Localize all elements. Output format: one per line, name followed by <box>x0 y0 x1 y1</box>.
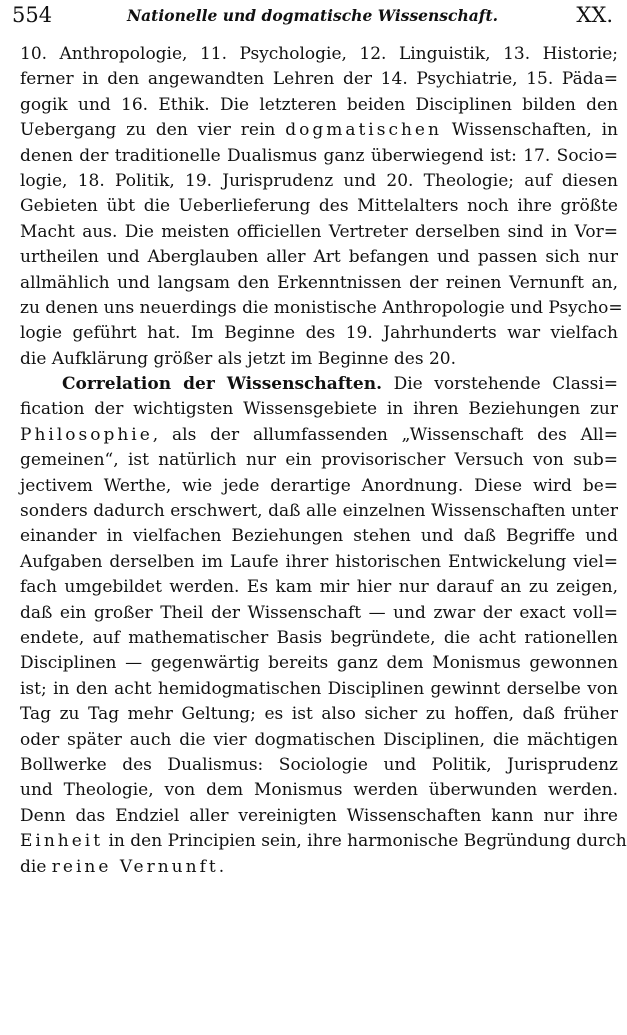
text-line <box>20 67 618 92</box>
text-run: fication der wichtigsten Wissensgebiete in ihren Beziehungen zur <box>20 399 618 420</box>
text-run: allmählich und langsam den Erkenntnissen der reinen Vernunft an, <box>20 272 618 293</box>
text-line <box>20 372 618 397</box>
text-line <box>20 778 618 803</box>
emphasis-text: dogmatischen <box>285 120 442 141</box>
text-run: 10. Anthropologie, 11. Psychologie, 12. Linguistik, 13. Historie; <box>20 44 618 64</box>
text-run: gemeinen“, ist natürlich nur ein provisorischer Versuch von sub= <box>20 450 618 471</box>
text-run: fach umgebildet werden. Es kam mir hier nur darauf an zu zeigen, <box>20 577 618 598</box>
text-run: Aufgaben derselben im Laufe ihrer historischen Entwickelung viel= <box>20 551 618 572</box>
page-number: 554 <box>12 3 53 27</box>
text-line <box>20 524 618 549</box>
text-line <box>20 677 618 702</box>
text-line <box>20 804 618 829</box>
paragraph-2 <box>20 372 627 880</box>
text-run: zu denen uns neuerdings die monistische Anthropologie und Psycho= <box>20 297 623 318</box>
text-line <box>20 93 618 118</box>
text-run: ferner in den angewandten Lehren der 14. Psychiatrie, 15. Päda= <box>20 69 618 90</box>
text-line <box>20 118 618 143</box>
text-line <box>20 220 618 245</box>
text-line <box>20 194 618 219</box>
text-line <box>20 42 618 67</box>
emphasis-text: Philosophie <box>20 424 153 445</box>
text-line <box>20 144 618 169</box>
text-run: die Aufklärung größer als jetzt im Beginne des 20. <box>20 348 457 369</box>
text-line <box>20 728 618 753</box>
text-run: Disciplinen — gegenwärtig bereits ganz dem Monismus gewonnen <box>20 653 618 674</box>
section-number: XX. <box>576 3 613 27</box>
text-run: gogik und 16. Ethik. Die letzteren beiden Disciplinen bilden den <box>20 94 618 115</box>
text-line <box>20 321 618 346</box>
text-run: einander in vielfachen Beziehungen stehen und daß Begriffe und <box>20 526 618 547</box>
text-run: logie geführt hat. Im Beginne des 19. Jahrhunderts war vielfach <box>20 323 618 344</box>
text-line <box>20 651 618 676</box>
text-line <box>20 474 618 499</box>
text-line <box>20 448 618 473</box>
text-run: Die vorstehende Classi= <box>382 374 619 395</box>
text-line <box>20 829 627 854</box>
page-header <box>12 2 613 28</box>
text-line <box>20 753 618 778</box>
text-line <box>20 296 623 321</box>
text-line <box>20 423 618 448</box>
text-run: , als der allumfassenden „Wissenschaft des All= <box>152 424 618 445</box>
text-run: denen der traditionelle Dualismus ganz überwiegend ist: 17. Socio= <box>20 145 618 166</box>
text-line <box>20 550 618 575</box>
text-line <box>20 271 618 296</box>
text-run: oder später auch die vier dogmatischen Disciplinen, die mächtigen <box>20 729 618 750</box>
text-line <box>20 626 618 651</box>
text-line <box>20 397 618 422</box>
text-run: sonders dadurch erschwert, daß alle einzelnen Wissenschaften unter <box>20 501 618 522</box>
text-run: Denn das Endziel aller vereinigten Wissenschaften kann nur ihre <box>20 805 618 826</box>
text-run: . <box>218 856 225 877</box>
text-line <box>20 347 618 372</box>
text-run: daß ein großer Theil der Wissenschaft — und zwar der exact voll= <box>20 602 618 623</box>
text-line <box>20 575 618 600</box>
text-line <box>20 601 618 626</box>
running-title: Nationelle und dogmatische Wissenschaft. <box>126 6 499 25</box>
text-run: ist; in den acht hemidogmatischen Disciplinen gewinnt derselbe von <box>20 678 618 699</box>
text-line <box>20 855 618 880</box>
text-line <box>20 702 618 727</box>
text-run: Gebieten übt die Ueberlieferung des Mittelalters noch ihre größte <box>20 196 618 217</box>
text-run: die <box>20 856 52 877</box>
emphasis-text: Einheit <box>20 831 104 852</box>
text-run: Tag zu Tag mehr Geltung; es ist also sicher zu hoffen, daß früher <box>20 704 618 725</box>
text-run: Macht aus. Die meisten officiellen Vertreter derselben sind in Vor= <box>20 221 618 242</box>
body-text <box>20 42 627 880</box>
text-run: Bollwerke des Dualismus: Sociologie und Politik, Jurisprudenz <box>20 754 618 775</box>
text-run: jectivem Werthe, wie jede derartige Anordnung. Diese wird be= <box>20 475 618 496</box>
text-run: endete, auf mathematischer Basis begründete, die acht rationellen <box>20 627 618 648</box>
text-run: Wissenschaften, in <box>441 120 618 141</box>
text-line <box>20 169 618 194</box>
text-run: logie, 18. Politik, 19. Jurisprudenz und 20. Theologie; auf diesen <box>20 170 618 191</box>
text-run: Uebergang zu den vier rein <box>20 120 286 141</box>
text-run: in den Principien sein, ihre harmonische Begründung durch <box>103 831 627 852</box>
paragraph-1 <box>20 42 623 372</box>
text-run: urtheilen und Aberglauben aller Art befangen und passen sich nur <box>20 247 618 268</box>
section-heading: Correlation der Wissenschaften. <box>62 374 383 395</box>
text-line <box>20 245 618 270</box>
emphasis-text: reine Vernunft <box>51 856 219 877</box>
text-run: und Theologie, von dem Monismus werden überwunden werden. <box>20 780 618 801</box>
text-line <box>20 499 618 524</box>
